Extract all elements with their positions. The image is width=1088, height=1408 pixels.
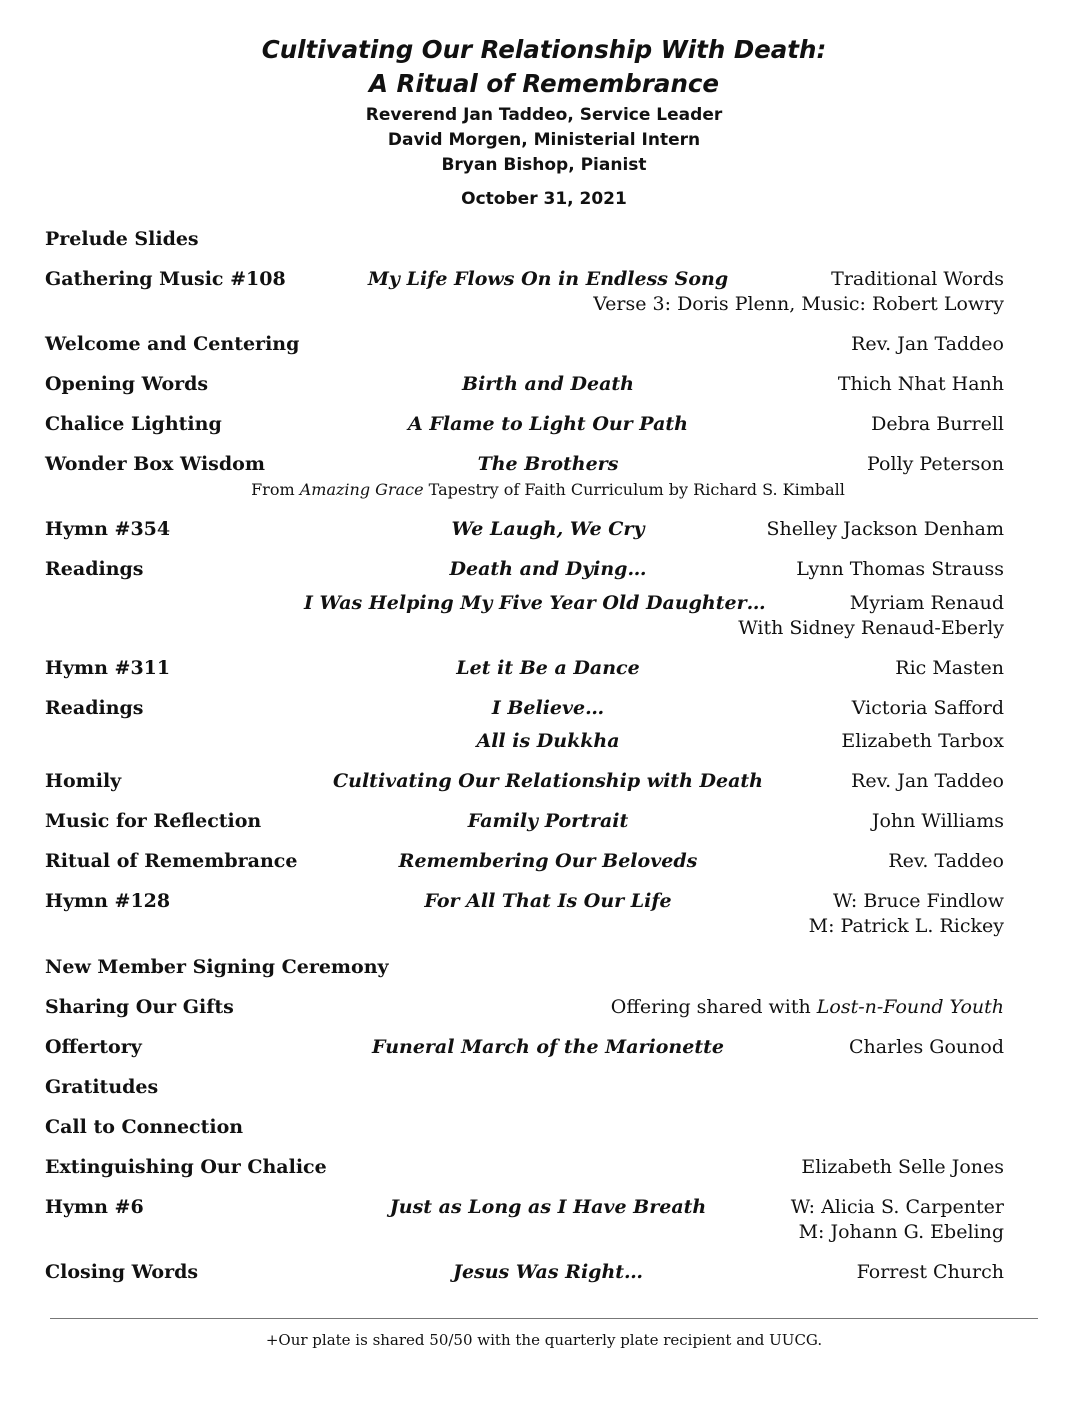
row-title: Remembering Our Beloveds (398, 850, 698, 872)
program-row-music-for-reflection (0, 807, 1088, 835)
row-author: Elizabeth Tarbox (841, 730, 1004, 752)
row-label: Hymn #354 (45, 518, 171, 540)
program-row-opening-words (0, 370, 1088, 398)
row-label: Closing Words (45, 1261, 199, 1283)
row-author: Debra Burrell (871, 413, 1004, 435)
program-row-ritual (0, 847, 1088, 875)
row-author: Shelley Jackson Denham (766, 518, 1004, 540)
footer-divider (50, 1318, 1038, 1319)
curriculum-title: Amazing Grace (299, 480, 424, 499)
program-row-gathering-credit (0, 290, 1088, 318)
row-author: Rev. Jan Taddeo (851, 333, 1004, 355)
row-label: Wonder Box Wisdom (45, 453, 265, 475)
program-row-gathering (0, 265, 1088, 293)
program-row-hymn-354 (0, 515, 1088, 543)
program-row-readings-1b-credit (0, 614, 1088, 642)
service-leader: Reverend Jan Taddeo, Service Leader (365, 105, 723, 125)
program-row-hymn-311 (0, 654, 1088, 682)
pianist: Bryan Bishop, Pianist (441, 155, 647, 175)
row-author-line-2: With Sidney Renaud-Eberly (738, 617, 1004, 639)
row-author-line-2: Verse 3: Doris Plenn, Music: Robert Lowry (593, 293, 1004, 315)
row-label: Ritual of Remembrance (45, 850, 298, 872)
row-label: Hymn #311 (45, 657, 171, 679)
row-title: A Flame to Light Our Path (408, 413, 688, 435)
program-row-readings-1 (0, 555, 1088, 583)
row-author-line-2: M: Patrick L. Rickey (808, 915, 1004, 937)
row-label: Gathering Music #108 (45, 268, 286, 290)
program-row-extinguishing (0, 1153, 1088, 1181)
row-label: Gratitudes (45, 1076, 159, 1098)
row-title: For All That Is Our Life (424, 890, 672, 912)
program-row-prelude (0, 225, 1088, 253)
service-date: October 31, 2021 (461, 189, 627, 209)
row-author: Elizabeth Selle Jones (801, 1156, 1004, 1178)
row-label: Hymn #6 (45, 1196, 144, 1218)
row-author: Rev. Jan Taddeo (851, 770, 1004, 792)
row-title: I Was Helping My Five Year Old Daughter… (304, 592, 766, 614)
row-label: Offertory (45, 1036, 142, 1058)
program-row-readings-2b (0, 727, 1088, 755)
program-row-hymn-128 (0, 887, 1088, 915)
row-title: All is Dukkha (476, 730, 620, 752)
row-author: W: Alicia S. Carpenter (790, 1196, 1004, 1218)
row-label: Hymn #128 (45, 890, 171, 912)
footer-note: +Our plate is shared 50/50 with the quarterly plate recipient and UUCG. (265, 1331, 823, 1349)
program-row-call-to-connection (0, 1113, 1088, 1141)
row-title: Death and Dying… (449, 558, 647, 580)
row-title: The Brothers (477, 453, 619, 475)
row-author: Traditional Words (831, 268, 1004, 290)
row-label: Extinguishing Our Chalice (45, 1156, 327, 1178)
ministerial-intern: David Morgen, Ministerial Intern (387, 130, 701, 150)
row-author: Forrest Church (856, 1261, 1004, 1283)
row-author: W: Bruce Findlow (833, 890, 1004, 912)
program-row-wonder-box-source (0, 476, 1088, 504)
row-title: Jesus Was Right… (452, 1261, 644, 1283)
document-title-line-2: A Ritual of Remembrance (368, 69, 720, 98)
row-author: Polly Peterson (867, 453, 1004, 475)
row-author: Thich Nhat Hanh (837, 373, 1004, 395)
row-title: Just as Long as I Have Breath (389, 1196, 707, 1218)
row-title: I Believe… (491, 697, 605, 719)
program-row-hymn-6 (0, 1193, 1088, 1221)
row-label: Music for Reflection (45, 810, 262, 832)
row-author: Rev. Taddeo (888, 850, 1004, 872)
row-label: Call to Connection (45, 1116, 244, 1138)
row-author: Ric Masten (895, 657, 1004, 679)
row-label: Readings (45, 558, 144, 580)
offering-recipient: Lost-n-Found Youth (816, 996, 1004, 1018)
row-author: John Williams (871, 810, 1004, 832)
program-row-readings-1b (0, 589, 1088, 617)
program-row-welcome (0, 330, 1088, 358)
row-label: Opening Words (45, 373, 209, 395)
row-label: Welcome and Centering (45, 333, 300, 355)
program-row-gratitudes (0, 1073, 1088, 1101)
offering-note: Offering shared with Lost-n-Found Youth (610, 996, 1004, 1018)
program-row-hymn-128-credit (0, 912, 1088, 940)
row-title: Funeral March of the Marionette (372, 1036, 724, 1058)
row-title: Let it Be a Dance (456, 657, 640, 679)
program-row-chalice-lighting (0, 410, 1088, 438)
row-label: Homily (45, 770, 122, 792)
row-label: New Member Signing Ceremony (45, 956, 389, 978)
row-label: Sharing Our Gifts (45, 996, 234, 1018)
row-label: Readings (45, 697, 144, 719)
row-title: Family Portrait (467, 810, 629, 832)
source-note: From Amazing Grace Tapestry of Faith Curriculum by Richard S. Kimball (251, 480, 845, 499)
row-label: Prelude Slides (45, 228, 199, 250)
row-author: Myriam Renaud (849, 592, 1004, 614)
row-title: Birth and Death (462, 373, 634, 395)
row-title: My Life Flows On in Endless Song (367, 268, 729, 290)
row-label: Chalice Lighting (45, 413, 222, 435)
row-author: Charles Gounod (849, 1036, 1004, 1058)
row-author: Lynn Thomas Strauss (796, 558, 1004, 580)
program-row-homily (0, 767, 1088, 795)
program-row-readings-2 (0, 694, 1088, 722)
program-row-closing-words (0, 1258, 1088, 1286)
row-title: Cultivating Our Relationship with Death (333, 770, 763, 792)
row-author-line-2: M: Johann G. Ebeling (798, 1221, 1004, 1243)
row-author: Victoria Safford (851, 697, 1004, 719)
program-row-hymn-6-credit (0, 1218, 1088, 1246)
program-row-wonder-box (0, 450, 1088, 478)
program-row-sharing-gifts (0, 993, 1088, 1021)
program-row-offertory (0, 1033, 1088, 1061)
row-title: We Laugh, We Cry (451, 518, 645, 540)
program-row-new-member (0, 953, 1088, 981)
document-title-line-1: Cultivating Our Relationship With Death: (261, 35, 827, 64)
